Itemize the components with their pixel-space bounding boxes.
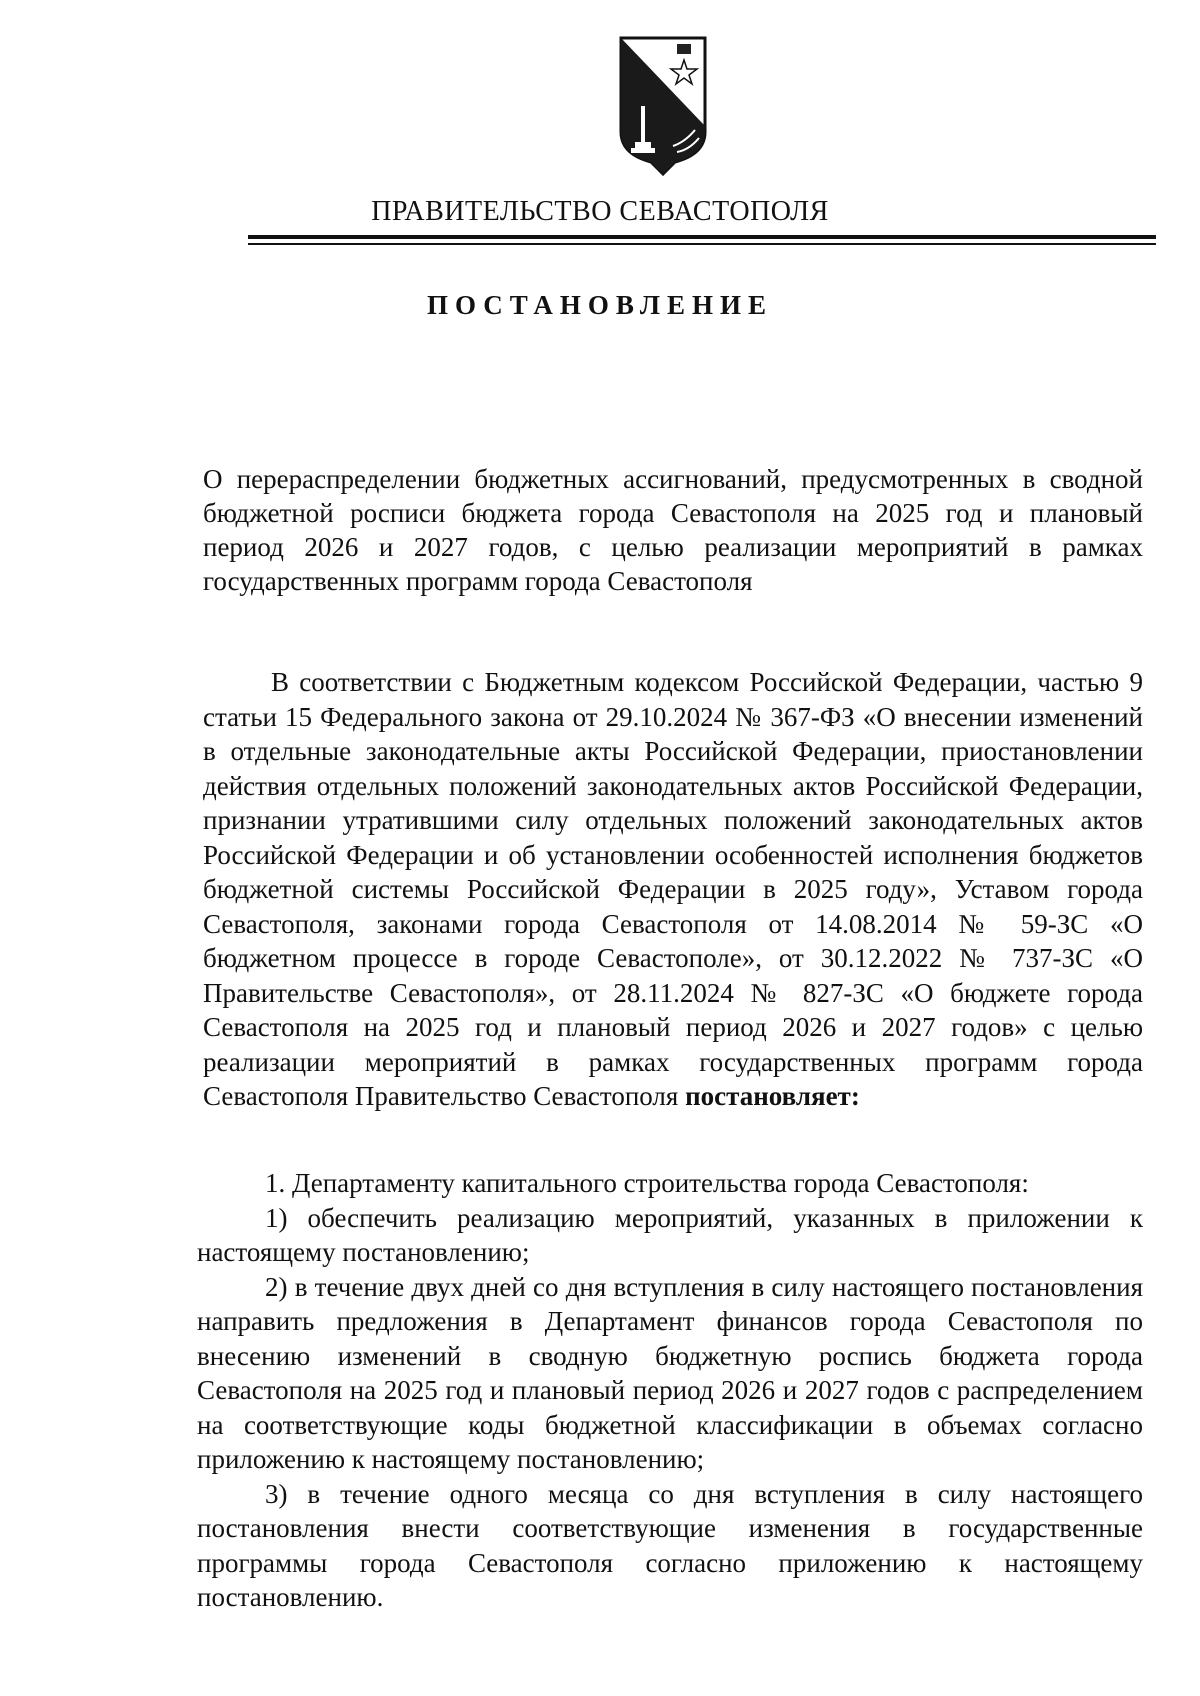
document-type-title: ПОСТАНОВЛЕНИЕ [426,290,774,320]
item-1-1: 1) обеспечить реализацию мероприятий, указанных в приложении к настоящему постановлению; [197,1202,1143,1267]
sevastopol-coat-of-arms-icon [615,34,711,176]
preamble-body: В соответствии с Бюджетным кодексом Российской Федерации, частью 9 статьи 15 Федерального закона от 29.10.2024 № 367-ФЗ «О внесении изменений в отдельные законодательные акты Российской Федерации, приостановлении действия отдельных положений законодательных актов Российской Федерации, признании утратившими силу отдельных положений законодательных актов Российской Федерации и об установлении особенностей исполнения бюджетов бюджетной системы Российской Федерации в 2025 году», Уставом города Севастополя, законами города Севастополя от 14.08.2014 № 59-ЗС «О бюджетном процессе в городе Севастополе», от 30.12.2022 № 737-ЗС «О Правительстве Севастополя», от 28.11.2024 № 827-ЗС «О бюджете города Севастополя на 2025 год и плановый период 2026 и 2027 годов» с целью реализации мероприятий в рамках государственных программ города Севастополя Правительство Севастополя [203,667,1143,1111]
header-divider-thick [248,235,1156,239]
item-1-2: 2) в течение двух дней со дня вступления в силу настоящего постановления направить предложения в Департамент финансов города Севастополя по внесению изменений в сводную бюджетную роспись бюджета города Севастополя на 2025 год и плановый период 2026 и 2027 годов с распределением на соответствующие коды бюджетной классификации в объемах согласно приложению к настоящему постановлению; [197,1271,1143,1474]
preamble-resolution: постановляет: [685,1081,860,1111]
government-header: ПРАВИТЕЛЬСТВО СЕВАСТОПОЛЯ [371,196,829,227]
preamble-text [203,665,1143,1114]
item-1: 1. Департаменту капитального строительства города Севастополя: [265,1168,1029,1198]
item-1-3: 3) в течение одного месяца со дня вступления в силу настоящего постановления внести соответствующие изменения в государственные программы города Севастополя согласно приложению к настоящему постановлению. [197,1478,1143,1612]
resolution-items [197,1166,1143,1615]
preamble-paragraph [203,665,1143,1114]
document-subject: О перераспределении бюджетных ассигнований, предусмотренных в сводной бюджетной росписи бюджета города Севастополя на 2025 год и плановый период 2026 и 2027 годов, с целью реализации мероприятий в рамках государственных программ города Севастополя [203,464,1143,596]
header-divider-thin [248,243,1156,245]
